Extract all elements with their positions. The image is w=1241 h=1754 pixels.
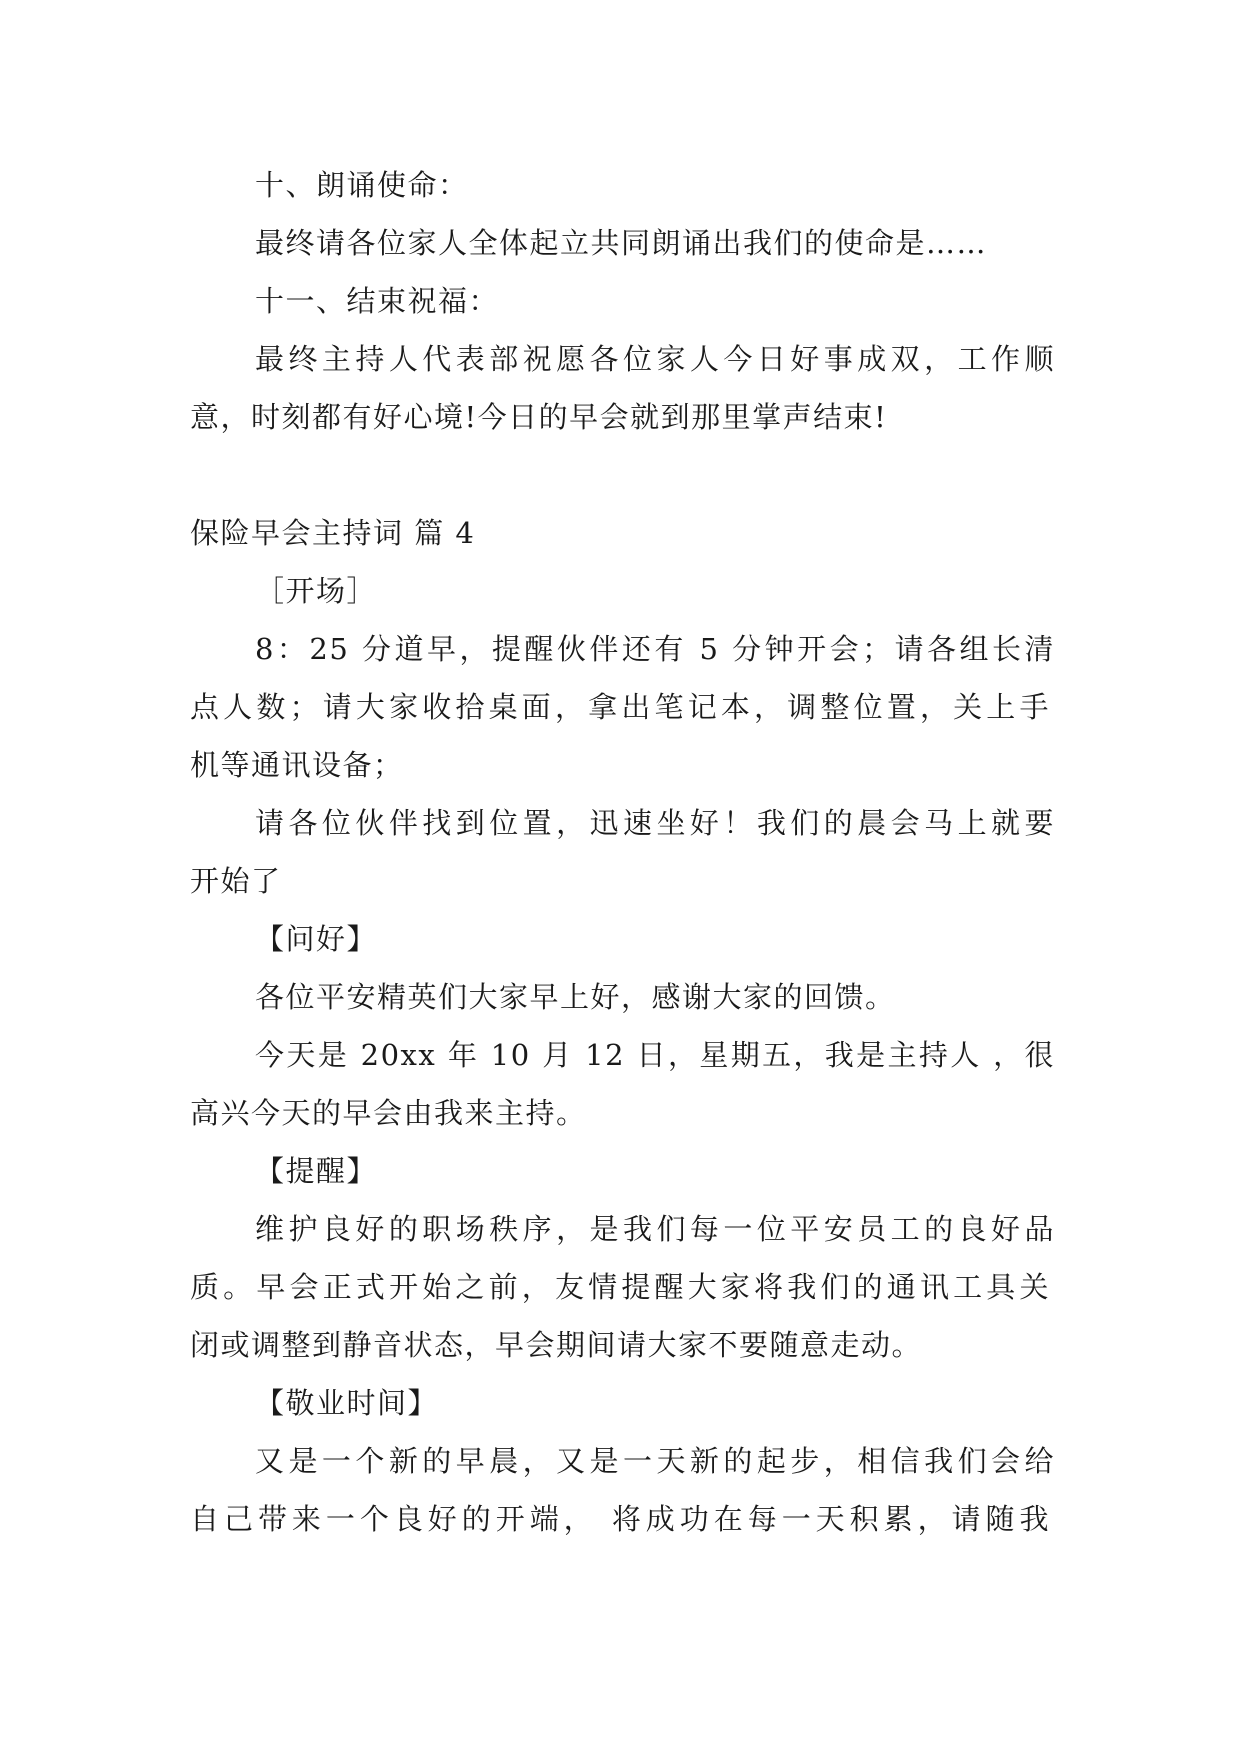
section-heading: 【问好】 xyxy=(255,922,378,956)
paragraph-line: 今天是 20xx 年 10 月 12 日，星期五，我是主持人 ，很 xyxy=(255,1038,1055,1072)
paragraph-line: 各位平安精英们大家早上好，感谢大家的回馈。 xyxy=(255,980,896,1014)
article-title: 保险早会主持词 篇 4 xyxy=(190,516,476,550)
paragraph-line: 意，时刻都有好心境!今日的早会就到那里掌声结束! xyxy=(190,400,888,434)
paragraph-line: 质。早会正式开始之前，友情提醒大家将我们的通讯工具关 xyxy=(190,1270,1050,1304)
section-heading: 十、朗诵使命： xyxy=(255,168,469,202)
section-heading: 十一、结束祝福： xyxy=(255,284,500,318)
paragraph-line: 8：25 分道早，提醒伙伴还有 5 分钟开会；请各组长清 xyxy=(255,632,1055,666)
paragraph-line: 开始了 xyxy=(190,864,282,898)
paragraph-line: 自己带来一个良好的开端， 将成功在每一天积累，请随我 xyxy=(190,1502,1050,1536)
section-heading: 【敬业时间】 xyxy=(255,1386,439,1420)
paragraph-line: 点人数；请大家收拾桌面，拿出笔记本，调整位置，关上手 xyxy=(190,690,1050,724)
section-heading: ［开场］ xyxy=(255,574,378,608)
paragraph-line: 机等通讯设备； xyxy=(190,748,404,782)
paragraph-line: 请各位伙伴找到位置，迅速坐好！我们的晨会马上就要 xyxy=(255,806,1055,840)
paragraph-line: 又是一个新的早晨，又是一天新的起步，相信我们会给 xyxy=(255,1444,1055,1478)
paragraph-line: 高兴今天的早会由我来主持。 xyxy=(190,1096,587,1130)
paragraph-line: 维护良好的职场秩序，是我们每一位平安员工的良好品 xyxy=(255,1212,1055,1246)
paragraph-line: 最终请各位家人全体起立共同朗诵出我们的使命是…… xyxy=(255,226,988,260)
paragraph-line: 最终主持人代表部祝愿各位家人今日好事成双，工作顺 xyxy=(255,342,1055,376)
paragraph-line: 闭或调整到静音状态，早会期间请大家不要随意走动。 xyxy=(190,1328,923,1362)
section-heading: 【提醒】 xyxy=(255,1154,378,1188)
